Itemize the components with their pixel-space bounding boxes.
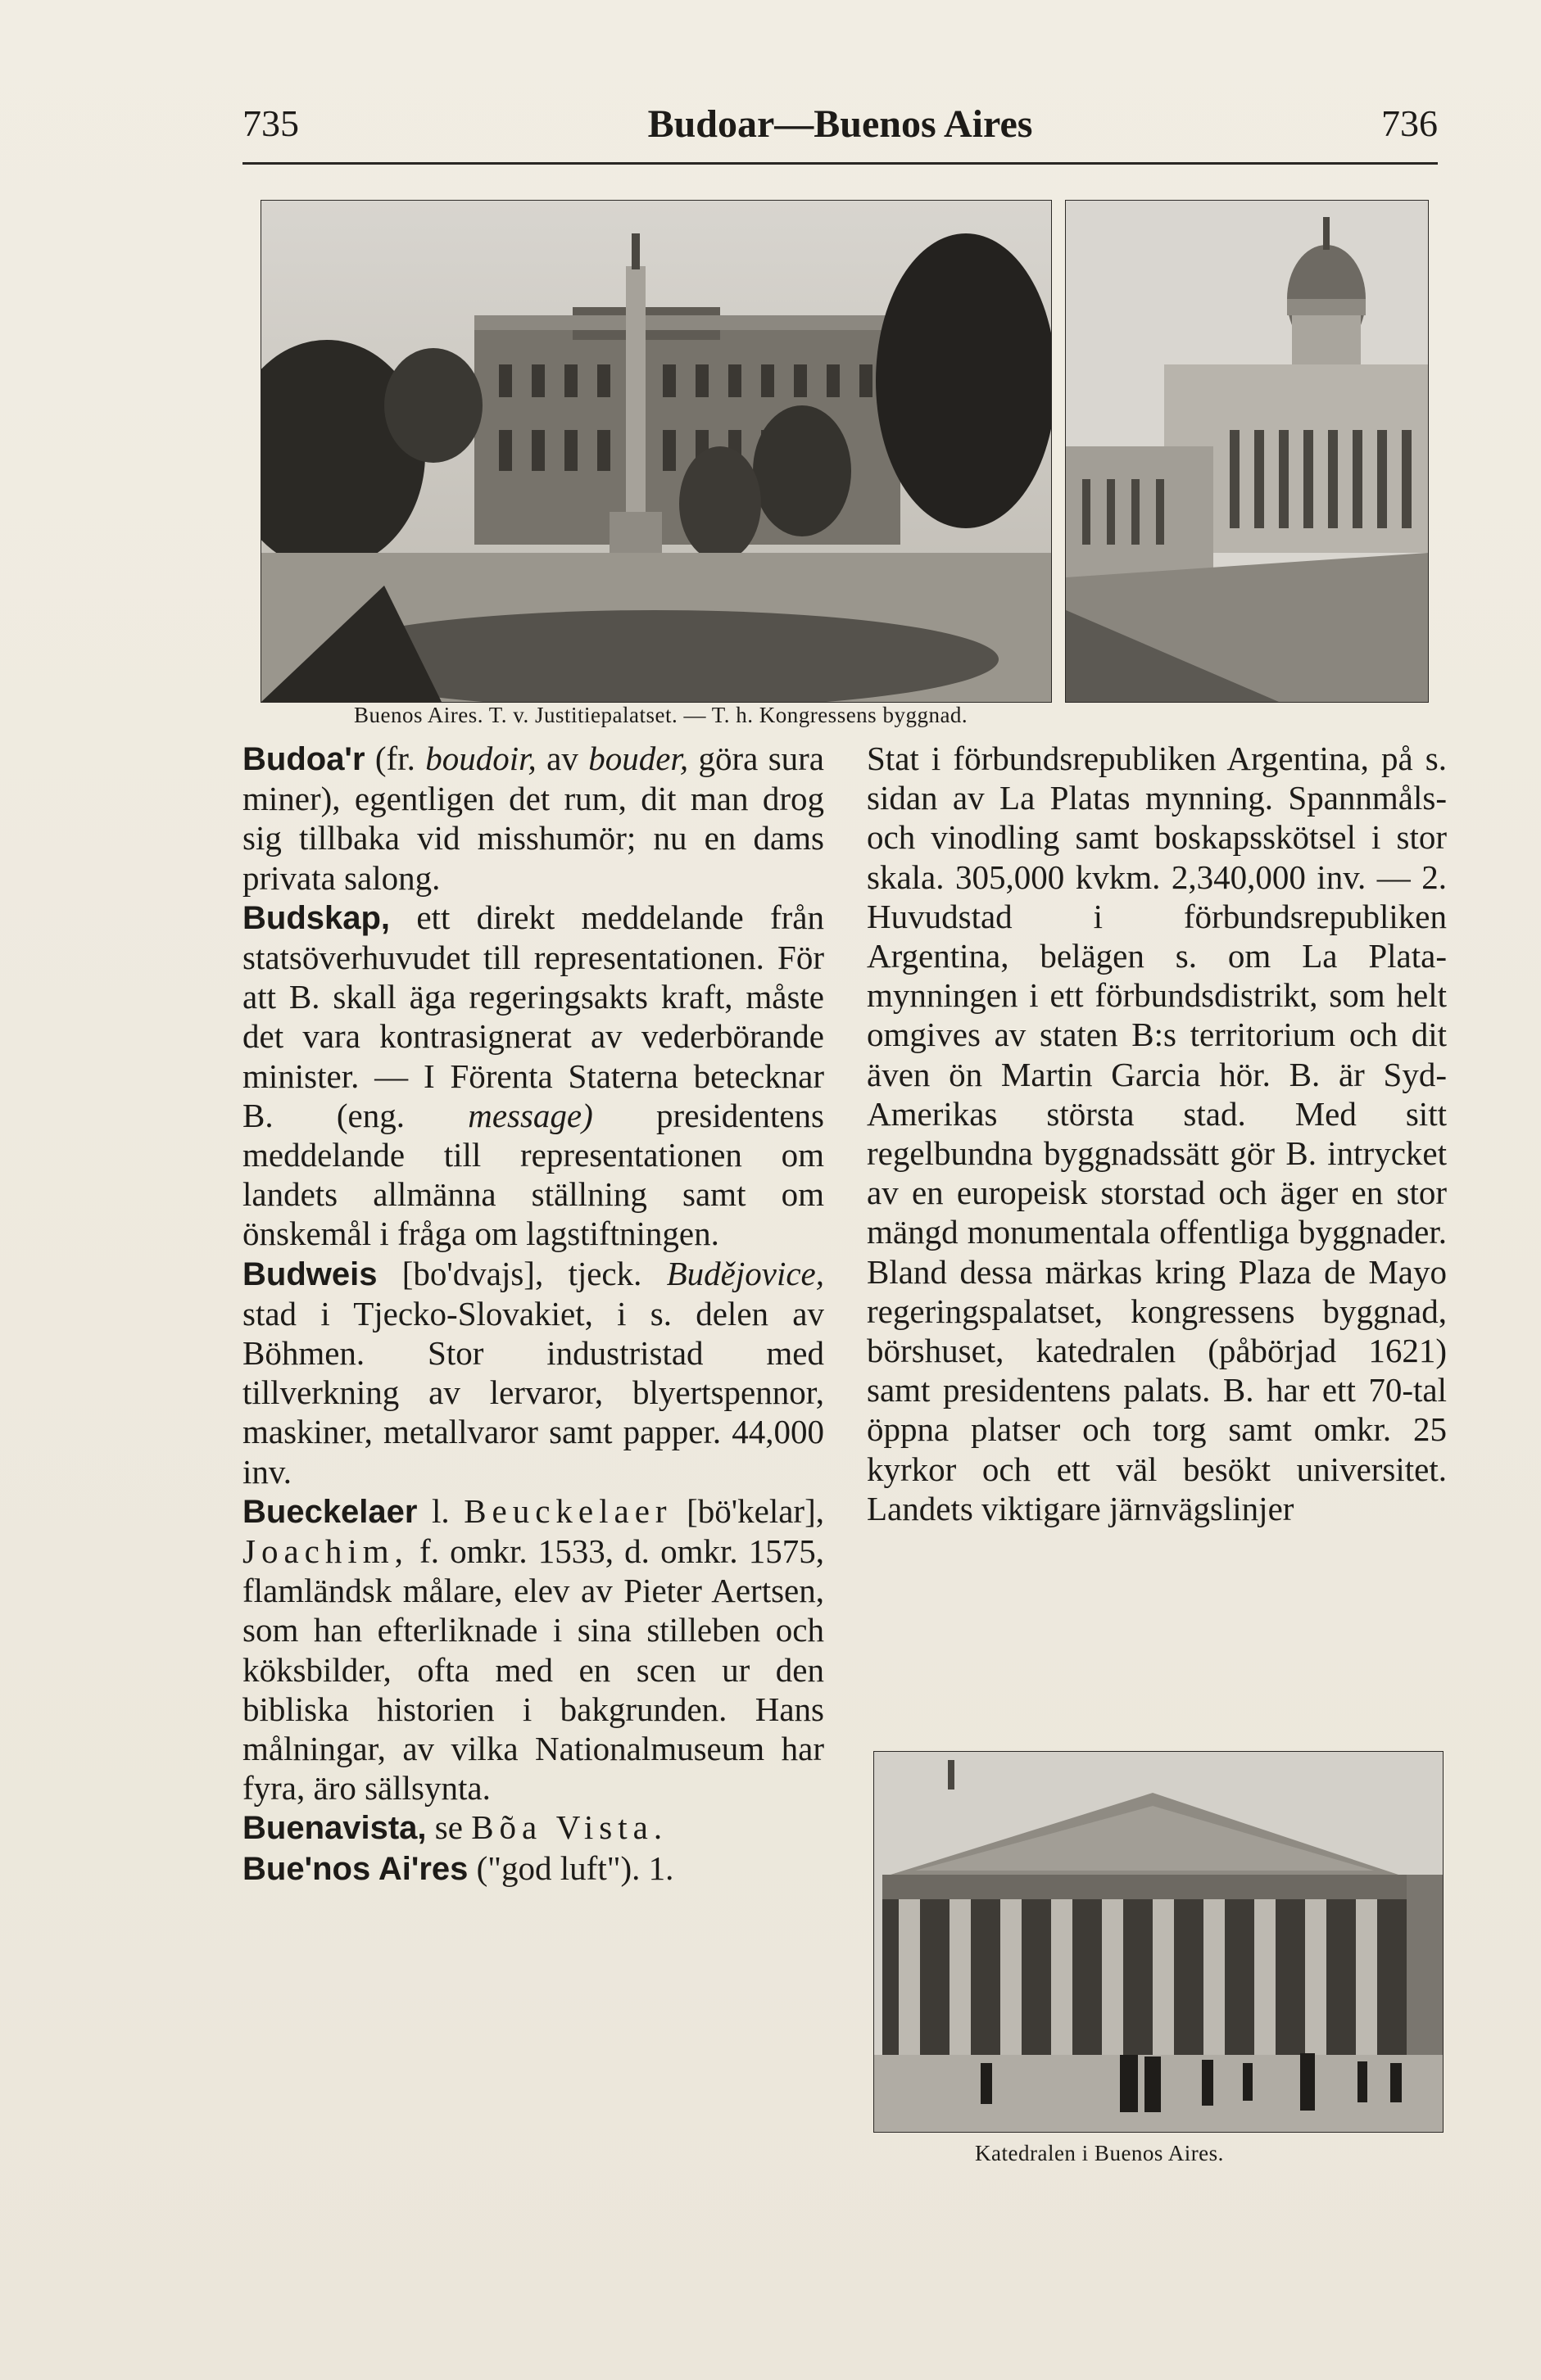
photo-kongressens-byggnad — [1065, 200, 1429, 703]
photo-katedralen — [873, 1751, 1444, 2133]
lemma-budoar: Budoa'r — [242, 741, 365, 777]
entry-bueckelaer: Bueckelaer l. Beuckelaer [bö'kelar], Joachim, f. omkr. 1533, d. omkr. 1575, flamländsk målare, elev av Pieter Aertsen, som han efterliknade i sina stilleben och köksbilder, ofta med en scen ur den bibliska historien i bakgrunden. Hans målningar, av vilka Nationalmuseum har fyra, äro sällsynta. — [242, 1491, 824, 1808]
entry-buenavista: Buenavista, se Bõa Vista. — [242, 1808, 669, 1847]
lemma-budskap: Budskap, — [242, 899, 391, 936]
entry-budweis: Budweis [bo'dvajs], tjeck. Budějovice, stad i Tjecko-Slovakiet, i s. delen av Böhmen. Stor industristad med tillverkning av lervaror, blyertspennor, maskiner, metallvaror samt papper. 44,000 inv. — [242, 1254, 824, 1491]
lemma-bueckelaer: Bueckelaer — [242, 1493, 418, 1530]
right-page-number: 736 — [1381, 102, 1438, 144]
lemma-buenos-aires: Bue'nos Ai'res — [242, 1850, 469, 1887]
entry-buenos-aires: Bue'nos Ai'res ("god luft"). 1. — [242, 1848, 674, 1887]
photo-justitiepalatset — [261, 200, 1052, 703]
running-title: Budoar—Buenos Aires — [647, 102, 1033, 146]
right-text-column — [867, 739, 1447, 1528]
lemma-budweis: Budweis — [242, 1256, 378, 1292]
lemma-buenavista: Buenavista, — [242, 1810, 427, 1847]
bottom-figure-caption: Katedralen i Buenos Aires. — [975, 2141, 1224, 2165]
entry-buenos-aires-continued: Stat i förbundsrepubliken Argentina, på s. sidan av La Platas mynning. Spannmåls- och vinodling samt boskapsskötsel i stor skala. 305,000 kvkm. 2,340,000 inv. — 2. Huvudstad i förbundsrepubliken Argentina, belägen s. om La Plata-mynningen i ett förbundsdistrikt, som helt omgives av staten B:s territorium och dit även ön Martin Garcia hör. B. är Syd-Amerikas största stad. Med sitt regelbundna byggnadssätt gör B. intrycket av en europeisk storstad och äger en stor mängd monumentala offentliga byggnader. Bland dessa märkas kring Plaza de Mayo regeringspalatset, kongressens byggnad, börshuset, katedralen (påbörjad 1621) samt presidentens palats. B. har ett 70-tal öppna platser och torg samt omkr. 25 kyrkor och ett väl besökt universitet. Landets viktigare järnvägslinjer — [867, 740, 1447, 1527]
entry-budoar: Budoa'r (fr. boudoir, av bouder, göra sura miner), egentligen det rum, dit man drog sig tillbaka vid misshumör; nu en dams privata salong. — [242, 740, 824, 897]
left-text-column — [242, 739, 824, 1889]
left-page-number: 735 — [242, 102, 299, 144]
running-header — [242, 97, 1438, 165]
top-figure-caption: Buenos Aires. T. v. Justitiepalatset. — T. h. Kongressens byggnad. — [354, 703, 968, 727]
entry-budskap: Budskap, ett direkt meddelande från statsöverhuvudet till representationen. För att B. skall äga regeringsakts kraft, måste det vara kontrasignerat av vederbörande minister. — I Förenta Staterna betecknar B. (eng. message) presidentens meddelande till representationen om landets allmänna ställning samt om önskemål i fråga om lagstiftningen. — [242, 898, 824, 1253]
